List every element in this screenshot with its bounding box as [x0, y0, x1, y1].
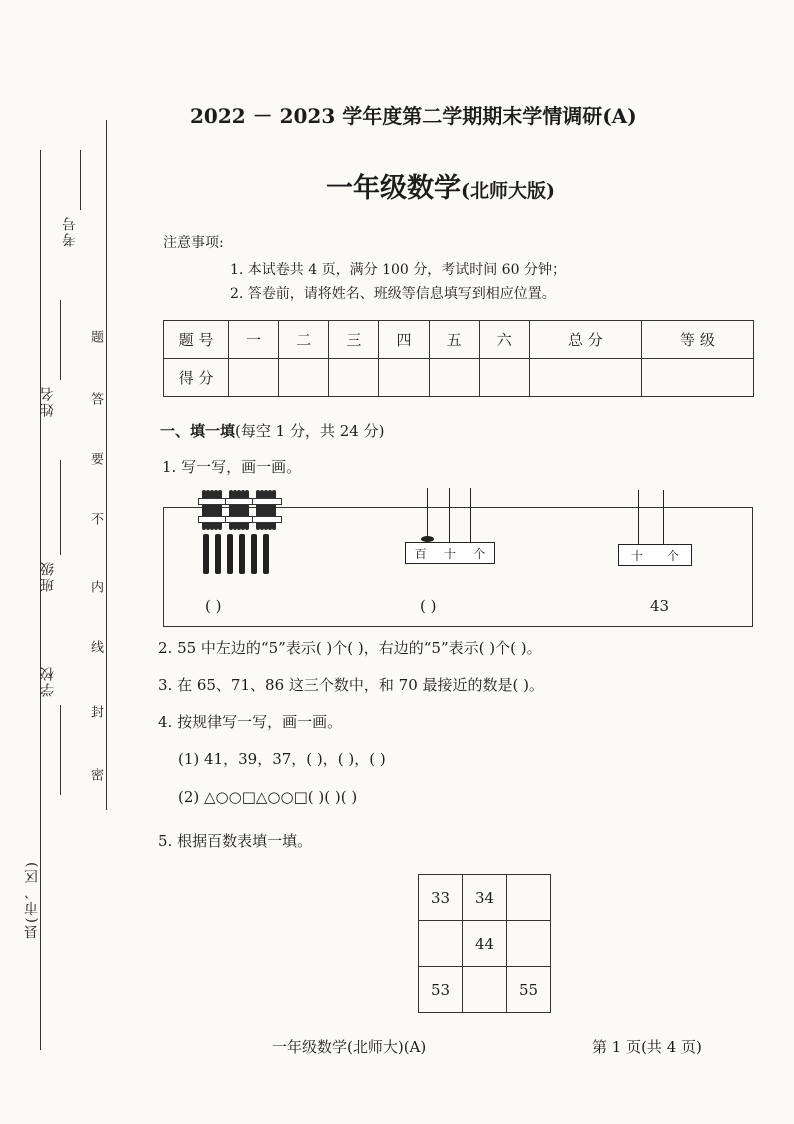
- single-stick-icon: [239, 534, 245, 574]
- ten-stick-bundle-icon: [254, 488, 278, 534]
- question-5: 5. 根据百数表填一填。: [158, 832, 313, 850]
- field-class: 班级: [40, 560, 56, 592]
- abacus-rod: [470, 488, 471, 542]
- notes-heading: 注意事项:: [163, 235, 224, 251]
- question-4-part-2: (2) △○○□△○○□( )( )( ): [178, 788, 358, 806]
- abacus-label: 十: [443, 546, 456, 561]
- abacus-label: 个: [473, 546, 486, 561]
- note-item: 1. 本试卷共 4 页，满分 100 分，考试时间 60 分钟；: [230, 262, 566, 278]
- score-header-cell: 三: [329, 321, 379, 359]
- seal-char: 线: [88, 640, 103, 655]
- question-4: 4. 按规律写一写，画一画。: [158, 713, 343, 731]
- abacus-rod: [663, 490, 664, 544]
- hundred-chart-row: [419, 967, 551, 1013]
- seal-char: 要: [88, 452, 103, 467]
- question-2: 2. 55 中左边的“5”表示( )个( )，右边的“5”表示( )个( )。: [158, 639, 542, 657]
- subject-edition: (北师大版): [461, 180, 555, 202]
- single-stick-icon: [227, 534, 233, 574]
- abacus-base: [405, 542, 495, 564]
- field-name-line: [60, 300, 61, 380]
- q1-answer-blank-sticks[interactable]: ( ): [205, 597, 222, 615]
- hundred-chart-cell: 34: [463, 875, 507, 921]
- seal-char: 密: [88, 768, 103, 783]
- score-table-score-row: [164, 359, 754, 397]
- score-row-label: 得 分: [164, 359, 229, 397]
- single-stick-icon: [215, 534, 221, 574]
- hundred-chart-blank[interactable]: [419, 921, 463, 967]
- subject-title: [326, 166, 555, 205]
- score-input-cell[interactable]: [379, 359, 429, 397]
- score-input-cell[interactable]: [429, 359, 479, 397]
- abacus-label: 个: [666, 548, 679, 563]
- footer-page-number: 第 1 页(共 4 页): [592, 1038, 702, 1056]
- field-county-line: [40, 960, 41, 1050]
- field-county: 县(市、区): [24, 860, 40, 939]
- score-input-cell[interactable]: [329, 359, 379, 397]
- footer-subject: 一年级数学(北师大)(A): [272, 1038, 427, 1056]
- question-1: 1. 写一写，画一画。: [162, 458, 302, 476]
- score-input-cell[interactable]: [229, 359, 279, 397]
- abacus-rod: [449, 488, 450, 542]
- abacus-label: 百: [414, 546, 427, 561]
- hundred-chart-blank[interactable]: [507, 921, 551, 967]
- hundred-chart-row: [419, 875, 551, 921]
- seal-char: 内: [88, 580, 103, 595]
- hundred-chart-cell: 33: [419, 875, 463, 921]
- field-exam-number: 考号: [62, 215, 78, 247]
- section-heading: [160, 420, 384, 441]
- score-table-header-row: [164, 321, 754, 359]
- binding-line-right: [106, 120, 107, 810]
- section-points: (每空 1 分，共 24 分): [235, 422, 385, 440]
- hundred-chart-cell: 44: [463, 921, 507, 967]
- seal-char: 答: [88, 392, 103, 407]
- score-header-cell: 等 级: [641, 321, 753, 359]
- score-input-cell[interactable]: [279, 359, 329, 397]
- score-input-cell[interactable]: [479, 359, 529, 397]
- ten-stick-bundle-icon: [200, 488, 224, 534]
- hundred-chart: [418, 874, 551, 1013]
- score-input-cell[interactable]: [641, 359, 753, 397]
- question-3: 3. 在 65、71、86 这三个数中，和 70 最接近的数是( )。: [158, 676, 544, 694]
- abacus-base: [618, 544, 692, 566]
- question-4-part-1: (1) 41，39，37，( )，( )，( ): [178, 750, 386, 768]
- section-title: 一、填一填: [160, 422, 236, 440]
- score-header-cell: 题 号: [164, 321, 229, 359]
- seal-char: 封: [88, 705, 103, 720]
- score-header-cell: 一: [229, 321, 279, 359]
- hundred-chart-cell: 55: [507, 967, 551, 1013]
- seal-char: 题: [88, 330, 103, 345]
- field-school-line: [60, 705, 61, 795]
- score-header-cell: 四: [379, 321, 429, 359]
- field-class-line: [60, 460, 61, 555]
- abacus-rod: [638, 490, 639, 544]
- note-item: 2. 答卷前，请将姓名、班级等信息填写到相应位置。: [230, 286, 556, 302]
- score-table: [163, 320, 754, 397]
- hundred-chart-cell: 53: [419, 967, 463, 1013]
- q1-given-number: 43: [650, 597, 670, 615]
- hundred-chart-row: [419, 921, 551, 967]
- field-name: 姓名: [40, 385, 56, 417]
- subject-name: 一年级数学: [326, 173, 461, 204]
- score-header-cell: 二: [279, 321, 329, 359]
- single-stick-icon: [263, 534, 269, 574]
- field-school: 学校: [40, 665, 56, 697]
- seal-char: 不: [88, 512, 103, 527]
- score-header-cell: 五: [429, 321, 479, 359]
- ten-stick-bundle-icon: [227, 488, 251, 534]
- exam-title: 2022 － 2023 学年度第二学期期末学情调研(A): [190, 104, 637, 128]
- single-stick-icon: [251, 534, 257, 574]
- single-stick-icon: [203, 534, 209, 574]
- score-header-cell: 总 分: [529, 321, 641, 359]
- abacus-label: 十: [630, 548, 643, 563]
- score-header-cell: 六: [479, 321, 529, 359]
- q1-answer-blank-abacus[interactable]: ( ): [420, 597, 437, 615]
- hundred-chart-blank[interactable]: [507, 875, 551, 921]
- abacus-rod: [427, 488, 428, 542]
- hundred-chart-blank[interactable]: [463, 967, 507, 1013]
- score-input-cell[interactable]: [529, 359, 641, 397]
- field-exam-number-line: [80, 150, 81, 210]
